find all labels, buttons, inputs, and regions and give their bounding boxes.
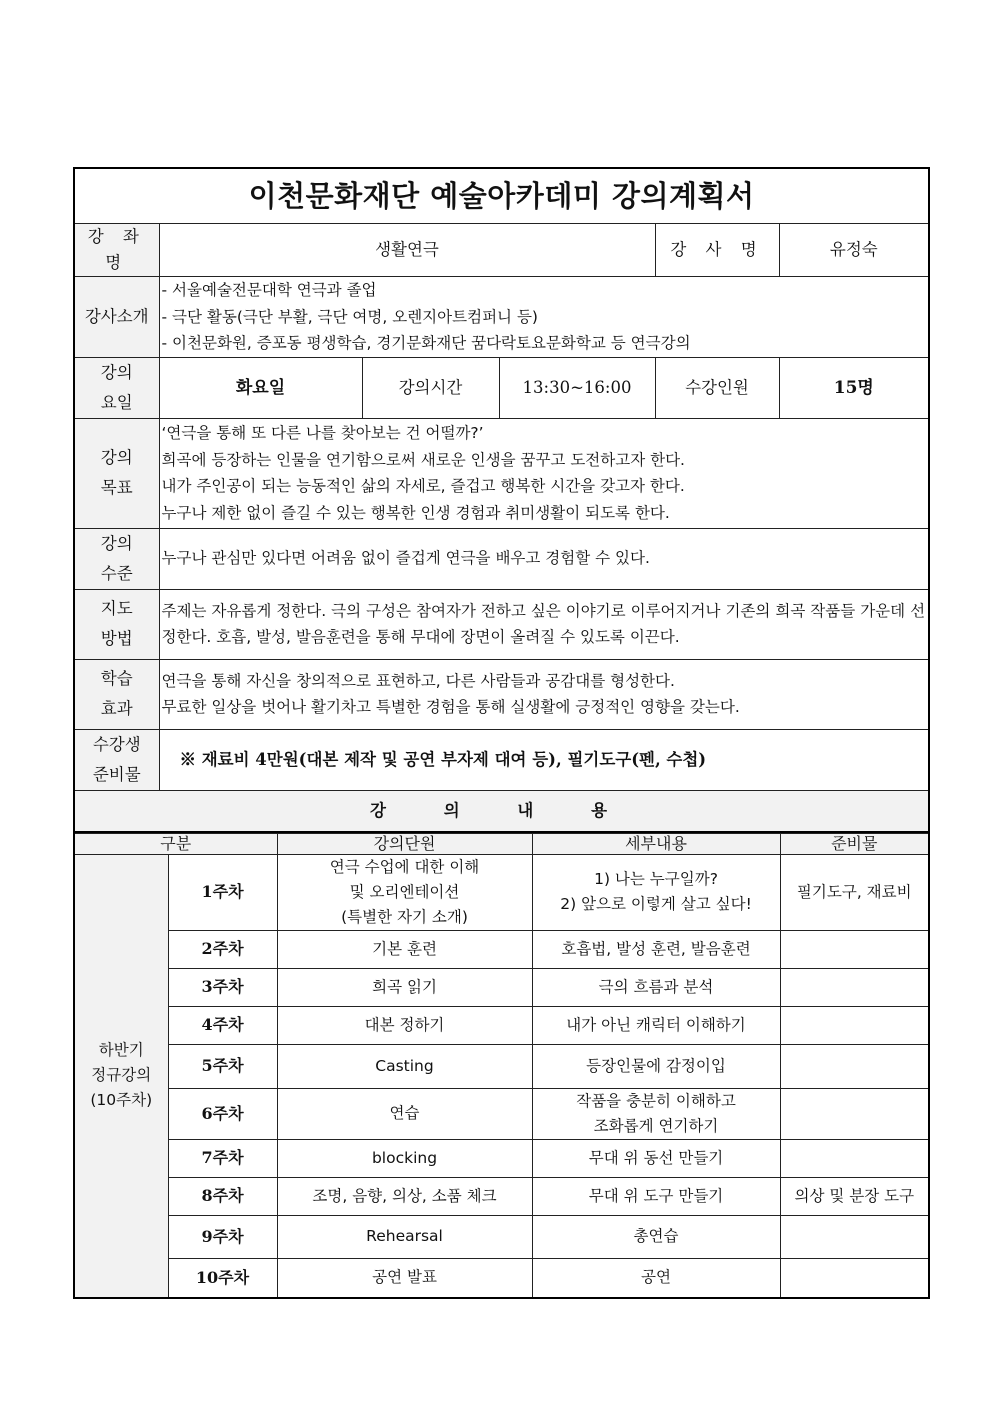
intro-label: 강사소개 [74, 277, 159, 358]
goal-label [74, 418, 159, 528]
week-unit: Rehearsal [277, 1215, 532, 1258]
goal-line: 희곡에 등장하는 인물을 연기함으로써 새로운 인생을 꿈꾸고 도전하고자 한다. [161, 450, 685, 469]
student-materials: ※ 재료비 4만원(대본 제작 및 공연 부자제 대여 등), 필기도구(펜, 수첩) [159, 729, 929, 790]
instructor-intro [159, 277, 929, 358]
header-category: 구분 [74, 833, 277, 854]
day-label-line: 강의 [100, 362, 133, 382]
unit-line: 및 오리엔테이션 [349, 882, 460, 901]
effect-line: 연극을 통해 자신을 창의적으로 표현하고, 다른 사람들과 공감대를 형성한다. [161, 671, 675, 690]
course-name-label: 강 좌 명 [74, 224, 159, 277]
method-label-line: 방법 [100, 629, 133, 648]
week-detail [532, 1088, 780, 1139]
week-unit: 희곡 읽기 [277, 968, 532, 1006]
lecture-day: 화요일 [159, 357, 362, 418]
detail-line: 2) 앞으로 이렇게 살고 싶다! [560, 895, 752, 913]
capacity-label: 수강인원 [655, 357, 779, 418]
week-label: 4주차 [168, 1006, 277, 1044]
week-prep [780, 930, 929, 968]
week-prep [780, 1088, 929, 1139]
week-label: 6주차 [168, 1088, 277, 1139]
goal-line: 내가 주인공이 되는 능동적인 삶의 자세로, 즐겁고 행복한 시간을 갖고자 한다. [161, 477, 685, 495]
day-label [74, 357, 159, 418]
instructor-name: 유정숙 [779, 224, 929, 277]
week-prep [780, 1006, 929, 1044]
unit-line: (특별한 자기 소개) [341, 907, 468, 926]
week-prep: 의상 및 분장 도구 [780, 1177, 929, 1215]
header-prep: 준비물 [780, 833, 929, 854]
week-unit: 연습 [277, 1088, 532, 1139]
week-detail: 내가 아닌 캐릭터 이해하기 [532, 1006, 780, 1044]
week-label: 2주차 [168, 930, 277, 968]
week-label: 1주차 [168, 854, 277, 930]
week-prep [780, 1215, 929, 1258]
intro-line: - 이천문화원, 증포동 평생학습, 경기문화재단 꿈다락토요문화학교 등 연극강의 [161, 334, 691, 352]
week-label: 7주차 [168, 1139, 277, 1177]
effect-label-line: 학습 [100, 669, 133, 688]
week-label: 10주차 [168, 1258, 277, 1298]
week-label: 3주차 [168, 968, 277, 1006]
week-detail: 공연 [532, 1258, 780, 1298]
effect-label [74, 659, 159, 729]
week-unit: 기본 훈련 [277, 930, 532, 968]
week-unit: blocking [277, 1139, 532, 1177]
day-label-line: 요일 [100, 392, 133, 412]
week-label: 8주차 [168, 1177, 277, 1215]
week-label: 9주차 [168, 1215, 277, 1258]
week-prep [780, 968, 929, 1006]
week-prep: 필기도구, 재료비 [780, 854, 929, 930]
goal-line: 누구나 제한 없이 즐길 수 있는 행복한 인생 경험과 취미생활이 되도록 한다. [161, 503, 670, 522]
header-detail: 세부내용 [532, 833, 780, 854]
week-unit: 대본 정하기 [277, 1006, 532, 1044]
course-name: 생활연극 [159, 224, 655, 277]
prep-label [74, 729, 159, 790]
week-prep [780, 1044, 929, 1088]
time-label: 강의시간 [362, 357, 499, 418]
week-prep [780, 1258, 929, 1298]
lecture-plan-document [73, 167, 928, 1299]
method-label [74, 589, 159, 659]
prep-label-line: 준비물 [92, 764, 141, 784]
lecture-plan-table [73, 167, 930, 833]
week-detail [532, 854, 780, 930]
category-cell [74, 854, 168, 1298]
week-unit: 조명, 음향, 의상, 소품 체크 [277, 1177, 532, 1215]
header-unit: 강의단원 [277, 833, 532, 854]
lecture-time: 13:30~16:00 [499, 357, 655, 418]
week-unit: 공연 발표 [277, 1258, 532, 1298]
effect-label-line: 효과 [100, 699, 133, 718]
category-line: (10주차) [90, 1091, 153, 1110]
intro-line: - 극단 활동(극단 부활, 극단 여명, 오렌지아트컴퍼니 등) [161, 307, 538, 326]
capacity: 15명 [779, 357, 929, 418]
goal-line: ‘연극을 통해 또 다른 나를 찾아보는 건 어떨까?’ [161, 424, 484, 442]
week-label: 5주차 [168, 1044, 277, 1088]
lecture-goal [159, 418, 929, 528]
unit-line: 연극 수업에 대한 이해 [329, 857, 480, 876]
week-detail: 호흡법, 발성 훈련, 발음훈련 [532, 930, 780, 968]
detail-line: 조화롭게 연기하기 [593, 1116, 719, 1135]
goal-label-line: 강의 [100, 448, 133, 467]
effect-line: 무료한 일상을 벗어나 활기차고 특별한 경험을 통해 실생활에 긍정적인 영향을 갖는다. [161, 698, 740, 716]
goal-label-line: 목표 [100, 478, 133, 497]
category-line: 정규강의 [91, 1066, 152, 1085]
method-label-line: 지도 [100, 599, 133, 618]
week-detail: 등장인물에 감정이입 [532, 1044, 780, 1088]
document-title: 이천문화재단 예술아카데미 강의계획서 [74, 168, 929, 224]
curriculum-table [73, 833, 930, 1300]
prep-label-line: 수강생 [92, 734, 141, 754]
week-detail: 무대 위 동선 만들기 [532, 1139, 780, 1177]
week-detail: 무대 위 도구 만들기 [532, 1177, 780, 1215]
detail-line: 1) 나는 누구일까? [594, 870, 718, 888]
section-title: 강 의 내 용 [74, 790, 929, 832]
level-label-line: 수준 [100, 563, 133, 583]
week-detail: 극의 흐름과 분석 [532, 968, 780, 1006]
lecture-level: 누구나 관심만 있다면 어려움 없이 즐겁게 연극을 배우고 경험할 수 있다. [159, 528, 929, 589]
week-unit: Casting [277, 1044, 532, 1088]
week-prep [780, 1139, 929, 1177]
week-detail: 총연습 [532, 1215, 780, 1258]
teaching-method: 주제는 자유롭게 정한다. 극의 구성은 참여자가 전하고 싶은 이야기로 이루어지거나 기존의 희곡 작품들 가운데 선정한다. 호흡, 발성, 발음훈련을 통해 무대에 장면이 올려질 수 있도록 이끈다. [159, 589, 929, 659]
week-unit [277, 854, 532, 930]
detail-line: 작품을 충분히 이해하고 [576, 1091, 736, 1110]
level-label-line: 강의 [100, 533, 133, 553]
intro-line: - 서울예술전문대학 연극과 졸업 [161, 281, 377, 299]
instructor-label: 강 사 명 [655, 224, 779, 277]
category-line: 하반기 [98, 1041, 144, 1060]
learning-effect [159, 659, 929, 729]
level-label [74, 528, 159, 589]
